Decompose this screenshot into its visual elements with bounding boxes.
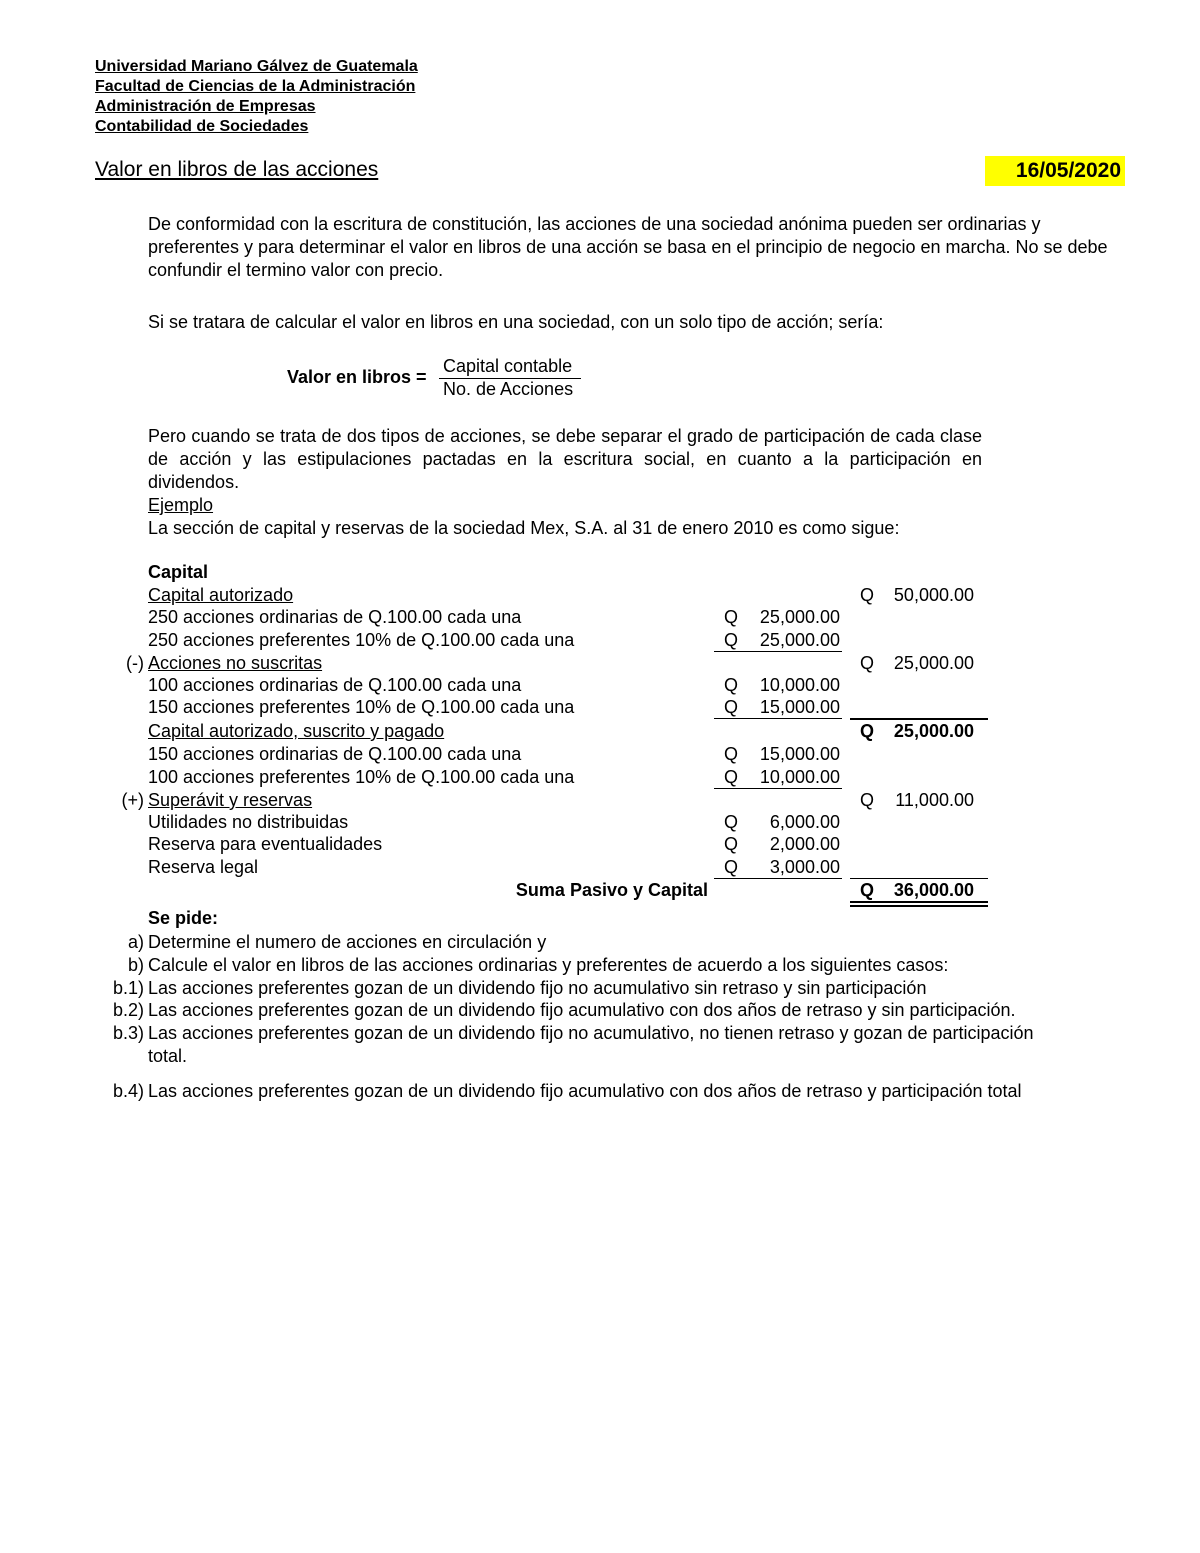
table-row-amount: 25,000.00: [759, 607, 840, 627]
table-row-label: 250 acciones ordinarias de Q.100.00 cada una: [148, 607, 522, 627]
task-text: Calcule el valor en libros de las acciones ordinarias y preferentes de acuerdo a los siguientes casos:: [148, 955, 949, 975]
task-mark: b.2): [112, 1000, 144, 1020]
subtotal-line: [714, 651, 842, 652]
minus-mark: (-): [126, 653, 144, 673]
intro-paragraph: De conformidad con la escritura de constitución, las acciones de una sociedad anónima pueden ser ordinarias y preferentes y para determinar el valor en libros de una acción se basa en el principio de negocio en marcha. No se debe confundir el termino valor con precio.: [148, 214, 1108, 280]
currency-symbol: Q: [860, 585, 875, 605]
table-row-amount: 3,000.00: [769, 857, 840, 877]
example-text: La sección de capital y reservas de la sociedad Mex, S.A. al 31 de enero 2010 es como sigue:: [148, 518, 900, 538]
example-label: Ejemplo: [148, 495, 214, 515]
currency-symbol: Q: [724, 834, 739, 854]
table-row-label: 150 acciones preferentes 10% de Q.100.00 cada una: [148, 697, 575, 717]
task-mark: b.4): [112, 1081, 144, 1101]
formula-numerator: Capital contable: [443, 356, 573, 376]
tasks-heading: Se pide:: [148, 908, 219, 928]
currency-symbol: Q: [860, 653, 875, 673]
currency-symbol: Q: [724, 675, 739, 695]
task-text: Determine el numero de acciones en circulación y: [148, 932, 547, 952]
currency-symbol: Q: [724, 630, 739, 650]
double-underline-bottom: [850, 905, 988, 907]
authorized-label: Capital autorizado: [148, 585, 294, 605]
capital-heading: Capital: [148, 562, 209, 582]
plus-mark: (+): [121, 790, 144, 810]
grand-total: 36,000.00: [893, 880, 974, 900]
task-mark: a): [127, 932, 144, 952]
program-name: Administración de Empresas: [95, 98, 316, 115]
currency-symbol: Q: [724, 857, 739, 877]
unsubscribed-total: 25,000.00: [893, 653, 974, 673]
table-row-amount: 15,000.00: [759, 697, 840, 717]
table-row-amount: 6,000.00: [769, 812, 840, 832]
faculty-name: Facultad de Ciencias de la Administración: [95, 78, 416, 95]
course-name: Contabilidad de Sociedades: [95, 118, 309, 135]
task-mark: b.1): [112, 978, 144, 998]
single-type-text: Si se tratara de calcular el valor en libros en una sociedad, con un solo tipo de acción; sería:: [148, 312, 884, 332]
currency-symbol: Q: [724, 767, 739, 787]
task-text-continuation: total.: [148, 1046, 188, 1066]
table-row-amount: 10,000.00: [759, 675, 840, 695]
subtotal-line: [714, 718, 842, 719]
grand-total-label: Suma Pasivo y Capital: [515, 880, 708, 900]
subtotal-line: [714, 878, 842, 879]
task-mark: b): [127, 955, 144, 975]
formula-label: Valor en libros =: [287, 367, 427, 387]
table-row-label: 150 acciones ordinarias de Q.100.00 cada una: [148, 744, 522, 764]
paid-in-label: Capital autorizado, suscrito y pagado: [148, 721, 445, 741]
surplus-label: Superávit y reservas: [148, 790, 313, 810]
currency-symbol: Q: [860, 721, 875, 741]
currency-symbol: Q: [860, 790, 875, 810]
task-text: Las acciones preferentes gozan de un dividendo fijo no acumulativo sin retraso y sin participación: [148, 978, 927, 998]
unsubscribed-label: Acciones no suscritas: [148, 653, 323, 673]
paid-in-total: 25,000.00: [893, 721, 974, 741]
double-underline-top: [850, 901, 988, 903]
page-title: Valor en libros de las acciones: [95, 158, 379, 181]
authorized-total: 50,000.00: [893, 585, 974, 605]
table-row-amount: 2,000.00: [769, 834, 840, 854]
task-text: Las acciones preferentes gozan de un dividendo fijo acumulativo con dos años de retraso y participación total: [148, 1081, 1022, 1101]
table-row-label: Reserva legal: [148, 857, 259, 877]
table-row-label: 100 acciones preferentes 10% de Q.100.00 cada una: [148, 767, 575, 787]
currency-symbol: Q: [724, 607, 739, 627]
formula-denominator: No. de Acciones: [443, 379, 574, 399]
table-row-amount: 15,000.00: [759, 744, 840, 764]
surplus-total: 11,000.00: [895, 790, 974, 810]
table-row-label: 250 acciones preferentes 10% de Q.100.00 cada una: [148, 630, 575, 650]
currency-symbol: Q: [724, 812, 739, 832]
task-text: Las acciones preferentes gozan de un dividendo fijo no acumulativo, no tienen retraso y gozan de participación: [148, 1023, 1034, 1043]
subtotal-line: [714, 788, 842, 789]
currency-symbol: Q: [724, 744, 739, 764]
task-text: Las acciones preferentes gozan de un dividendo fijo acumulativo con dos años de retraso y sin participación.: [148, 1000, 1016, 1020]
table-row-amount: 10,000.00: [759, 767, 840, 787]
table-row-label: 100 acciones ordinarias de Q.100.00 cada una: [148, 675, 522, 695]
currency-symbol: Q: [860, 880, 875, 900]
task-mark: b.3): [112, 1023, 144, 1043]
table-row-label: Reserva para eventualidades: [148, 834, 383, 854]
date-badge: 16/05/2020: [985, 156, 1125, 186]
two-types-paragraph: Pero cuando se trata de dos tipos de acciones, se debe separar el grado de participación de cada clase de acción y las estipulaciones pactadas en la escritura social, en cuanto a la participación en dividendos.: [148, 426, 982, 492]
table-row-amount: 25,000.00: [759, 630, 840, 650]
university-name: Universidad Mariano Gálvez de Guatemala: [95, 58, 418, 75]
currency-symbol: Q: [724, 697, 739, 717]
table-row-label: Utilidades no distribuidas: [148, 812, 349, 832]
